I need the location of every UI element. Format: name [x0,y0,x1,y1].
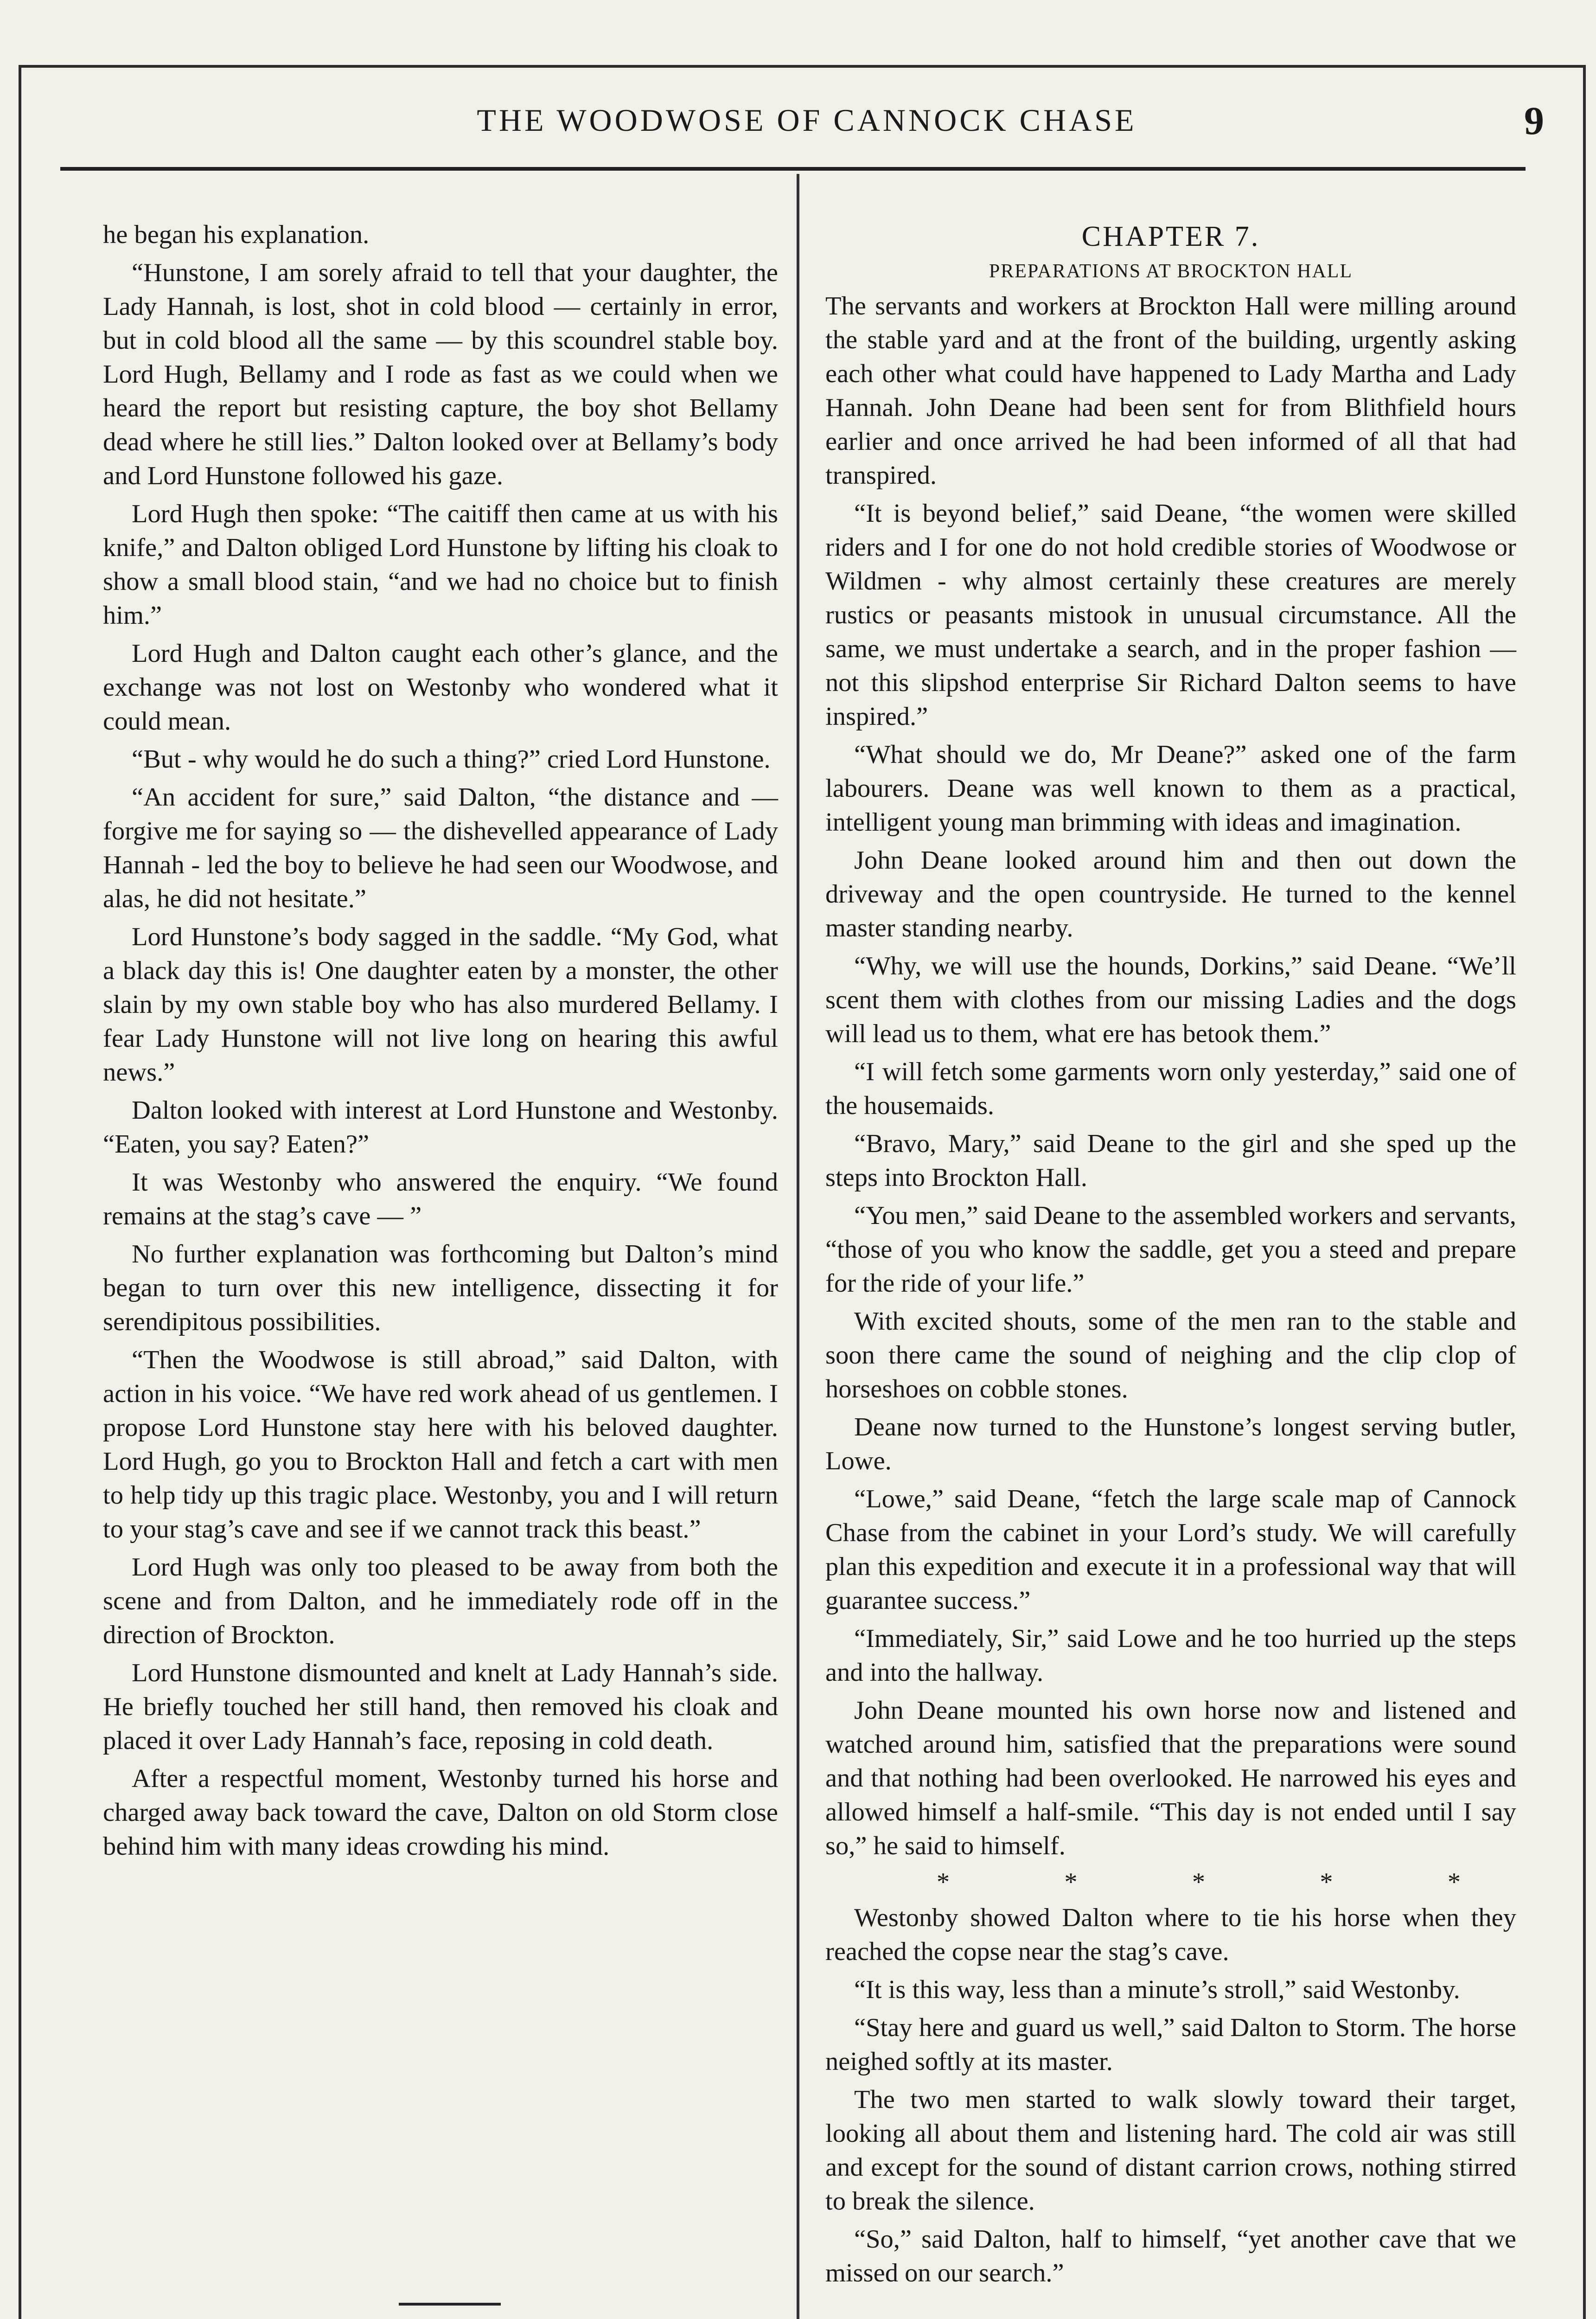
left-column [103,218,778,1864]
paragraph: “Bravo, Mary,” said Deane to the girl and she sped up the steps into Brockton Hall. [825,1129,1516,1192]
running-head [65,93,1549,176]
paragraph: “Then the Woodwose is still abroad,” said Dalton, with action in his voice. “We have red work ahead of us gentlemen. I propose Lord Hunstone stay here with his beloved daughter. Lord Hugh, go you to Brockton Hall and fetch a cart with men to help tidy up this tragic place. Westonby, you and I will return to your stag’s cave and see if we cannot track this beast.” [103,1345,778,1544]
paragraph: “Immediately, Sir,” said Lowe and he too hurried up the steps and into the hallway. [825,1624,1516,1687]
paragraph: “So,” said Dalton, half to himself, “yet another cave that we missed on our search.” [825,2225,1516,2287]
paragraph: No further explanation was forthcoming but Dalton’s mind began to turn over this new intelligence, dissecting it for serendipitous possibilities. [103,1240,778,1336]
scene-break [825,1866,1516,1898]
chapter-title: CHAPTER 7. [1081,221,1260,252]
paragraph: “An accident for sure,” said Dalton, “the distance and — forgive me for saying so — the dishevelled appearance of Lady Hannah - led the boy to believe he had seen our Woodwose, and alas, he did not hesitate.” [103,783,778,913]
paragraph: “It is beyond belief,” said Deane, “the women were skilled riders and I for one do not hold credible stories of Woodwose or Wildmen - why almost certainly these creatures are merely rustics or peasants mistook in unusual circumstance. All the same, we must undertake a search, and in the proper fashion — not this slipshod enterprise Sir Richard Dalton seems to have inspired.” [825,499,1516,731]
paragraph: It was Westonby who answered the enquiry. “We found remains at the stag’s cave — ” [103,1168,778,1230]
paragraph: “Lowe,” said Deane, “fetch the large scale map of Cannock Chase from the cabinet in your Lord’s study. We will carefully plan this expedition and execute it in a professional way that will guarantee success.” [825,1485,1516,1615]
paragraph: Lord Hunstone’s body sagged in the saddle. “My God, what a black day this is! One daughter eaten by a monster, the other slain by my own stable boy who has also murdered Bellamy. I fear Lady Hunstone will not live long on hearing this awful news.” [103,922,778,1087]
paragraph: Lord Hugh then spoke: “The caitiff then came at us with his knife,” and Dalton obliged Lord Hunstone by lifting his cloak to show a small blood stain, “and we had no choice but to finish him.” [103,500,778,630]
paragraph: John Deane looked around him and then out down the driveway and the open countryside. He turned to the kennel master standing nearby. [825,846,1516,942]
paragraph: “Hunstone, I am sorely afraid to tell that your daughter, the Lady Hannah, is lost, shot in cold blood — certainly in error, but in cold blood all the same — by this scoundrel stable boy. Lord Hugh, Bellamy and I rode as fast as we could when we heard the report but resisting capture, the boy shot Bellamy dead where he still lies.” Dalton looked over at Bellamy’s body and Lord Hunstone followed his gaze. [103,258,778,490]
paragraph: With excited shouts, some of the men ran to the stable and soon there came the sound of neighing and the clip clop of horseshoes on cobble stones. [825,1307,1516,1403]
asterisk: * [1192,1868,1205,1896]
paragraph: Westonby showed Dalton where to tie his horse when they reached the copse near the stag’s cave. [825,1903,1516,1966]
paragraph: “What should we do, Mr Deane?” asked one of the farm labourers. Deane was well known to them as a practical, intelligent young man brimming with ideas and imagination. [825,740,1516,837]
paragraph: he began his explanation. [103,220,370,249]
paragraph: After a respectful moment, Westonby turned his horse and charged away back toward the cave, Dalton on old Storm close behind him with many ideas crowding his mind. [103,1764,778,1861]
header-rule [60,167,1526,171]
paragraph: “But - why would he do such a thing?” cried Lord Hunstone. [132,745,771,774]
asterisk: * [937,1868,950,1896]
paragraph: “I will fetch some garments worn only yesterday,” said one of the housemaids. [825,1057,1516,1120]
paragraph: “You men,” said Deane to the assembled workers and servants, “those of you who know the saddle, get you a steed and prepare for the ride of your life.” [825,1201,1516,1298]
paragraph: Lord Hugh was only too pleased to be away from both the scene and from Dalton, and he immediately rode off in the direction of Brockton. [103,1553,778,1649]
page-number: 9 [1524,98,1544,143]
paragraph: “Why, we will use the hounds, Dorkins,” said Deane. “We’ll scent them with clothes from our missing Ladies and the dogs will lead us to them, what ere has betook them.” [825,952,1516,1048]
column-divider [797,174,799,2319]
running-title: THE WOODWOSE OF CANNOCK CHASE [477,102,1137,138]
paragraph: Deane now turned to the Hunstone’s longest serving butler, Lowe. [825,1413,1516,1475]
paragraph: “Stay here and guard us well,” said Dalton to Storm. The horse neighed softly at its master. [825,2013,1516,2076]
chapter-subtitle: PREPARATIONS AT BROCKTON HALL [989,261,1353,282]
paragraph: The two men started to walk slowly toward their target, looking all about them and listening hard. The cold air was still and except for the sound of distant carrion crows, nothing stirred to break the silence. [825,2085,1516,2216]
paragraph: The servants and workers at Brockton Hall were milling around the stable yard and at the front of the building, urgently asking each other what could have happened to Lady Martha and Lady Hannah. John Deane had been sent for from Blithfield hours earlier and once arrived he had been informed of all that had transpired. [825,292,1516,490]
paragraph: John Deane mounted his own horse now and listened and watched around him, satisfied that the preparations were sound and that nothing had been overlooked. He narrowed his eyes and allowed himself a half-smile. “This day is not ended until I say so,” he said to himself. [825,1696,1516,1860]
asterisk: * [1064,1868,1078,1896]
section-end-rule [399,2303,501,2306]
asterisk: * [1320,1868,1333,1896]
paragraph: Lord Hugh and Dalton caught each other’s glance, and the exchange was not lost on Westonby who wondered what it could mean. [103,639,778,736]
paragraph: “It is this way, less than a minute’s stroll,” said Westonby. [854,1975,1460,2004]
right-column [825,218,1516,2290]
paragraph: Lord Hunstone dismounted and knelt at Lady Hannah’s side. He briefly touched her still hand, then removed his cloak and placed it over Lady Hannah’s face, reposing in cold death. [103,1659,778,1755]
paragraph: Dalton looked with interest at Lord Hunstone and Westonby. “Eaten, you say? Eaten?” [103,1096,778,1159]
asterisk: * [1448,1868,1461,1896]
